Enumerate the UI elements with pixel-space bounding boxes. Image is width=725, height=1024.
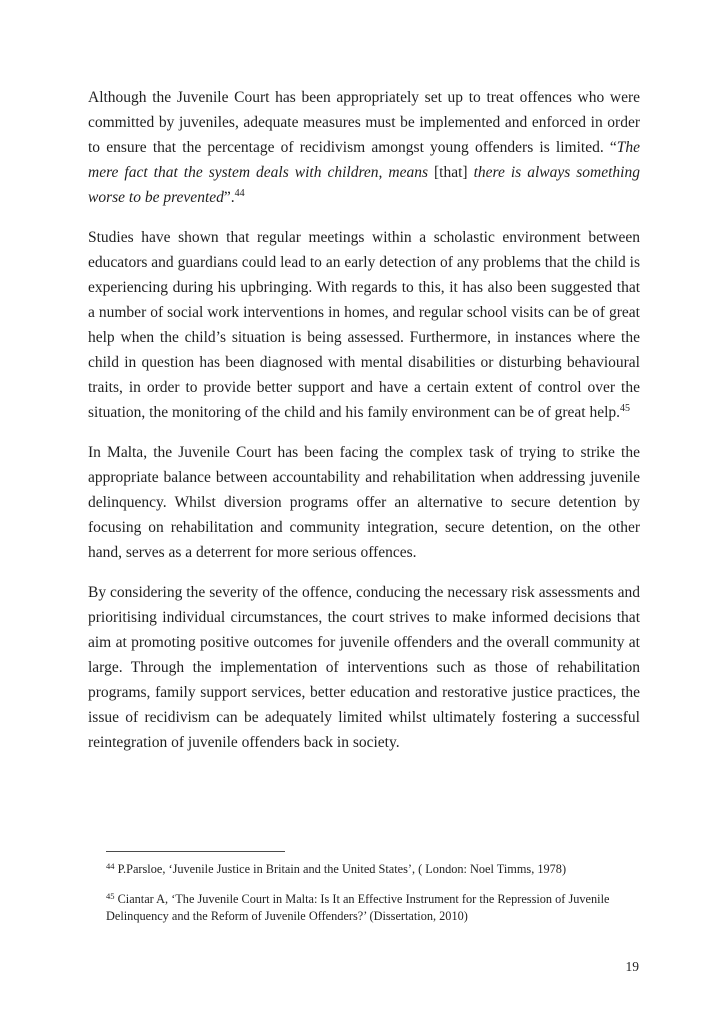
footnote-44-text: P.Parsloe, ‘Juvenile Justice in Britain and the United States’, ( London: Noel Timms, 1978) (117, 862, 567, 876)
footnote-45 (106, 891, 640, 925)
paragraph-1-quote-italic-2: there is always something worse to be prevented (88, 164, 640, 206)
footnote-ref-45: 45 (620, 403, 631, 414)
document-body (88, 85, 640, 770)
paragraph-1-bracket-text: [that] (428, 164, 474, 181)
paragraph-3-text: In Malta, the Juvenile Court has been facing the complex task of trying to strike the appropriate balance between accountability and rehabilitation when addressing juvenile delinquency. Whilst diversion programs offer an alternative to secure detention by focusing on rehabilitation and community integration, secure detention, on the other hand, serves as a deterrent for more serious offences. (88, 444, 640, 561)
footnote-45-number: 45 (106, 891, 115, 901)
footnote-44 (106, 861, 640, 878)
paragraph-4 (88, 580, 640, 755)
paragraph-2 (88, 225, 640, 425)
footnotes-section (106, 851, 640, 925)
page-number: 19 (625, 959, 639, 974)
paragraph-2-text: Studies have shown that regular meetings within a scholastic environment between educators and guardians could lead to an early detection of any problems that the child is experiencing during his upbringing. With regards to this, it has also been suggested that a number of social work interventions in homes, and regular school visits can be of great help when the child’s situation is being assessed. Furthermore, in instances where the child in question has been diagnosed with mental disabilities or disturbing behavioural traits, in order to provide better support and have a certain extent of control over the situation, the monitoring of the child and his family environment can be of great help. (88, 229, 640, 421)
footnote-45-text: Ciantar A, ‘The Juvenile Court in Malta: Is It an Effective Instrument for the Repression of Juvenile Delinquency and the Reform of Juvenile Offenders?’ (Dissertation, 2010) (106, 892, 610, 923)
footnote-separator (106, 851, 285, 852)
paragraph-1 (88, 85, 640, 210)
paragraph-4-text: By considering the severity of the offence, conducing the necessary risk assessments and prioritising individual circumstances, the court strives to make informed decisions that aim at promoting positive outcomes for juvenile offenders and the overall community at large. Through the implementation of interventions such as those of rehabilitation programs, family support services, better education and restorative justice practices, the issue of recidivism can be adequately limited whilst ultimately fostering a successful reintegration of juvenile offenders back in society. (88, 584, 640, 751)
footnote-44-number: 44 (106, 861, 115, 871)
paragraph-1-quote-italic-1: The mere fact that the system deals with children, means (88, 139, 640, 181)
paragraph-3 (88, 440, 640, 565)
paragraph-1-close-text: ”. (223, 189, 235, 206)
paragraph-1-lead-text: Although the Juvenile Court has been appropriately set up to treat offences who were committed by juveniles, adequate measures must be implemented and enforced in order to ensure that the percentage of recidivism amongst young offenders is limited. “ (88, 89, 640, 156)
footnote-ref-44: 44 (234, 188, 245, 199)
